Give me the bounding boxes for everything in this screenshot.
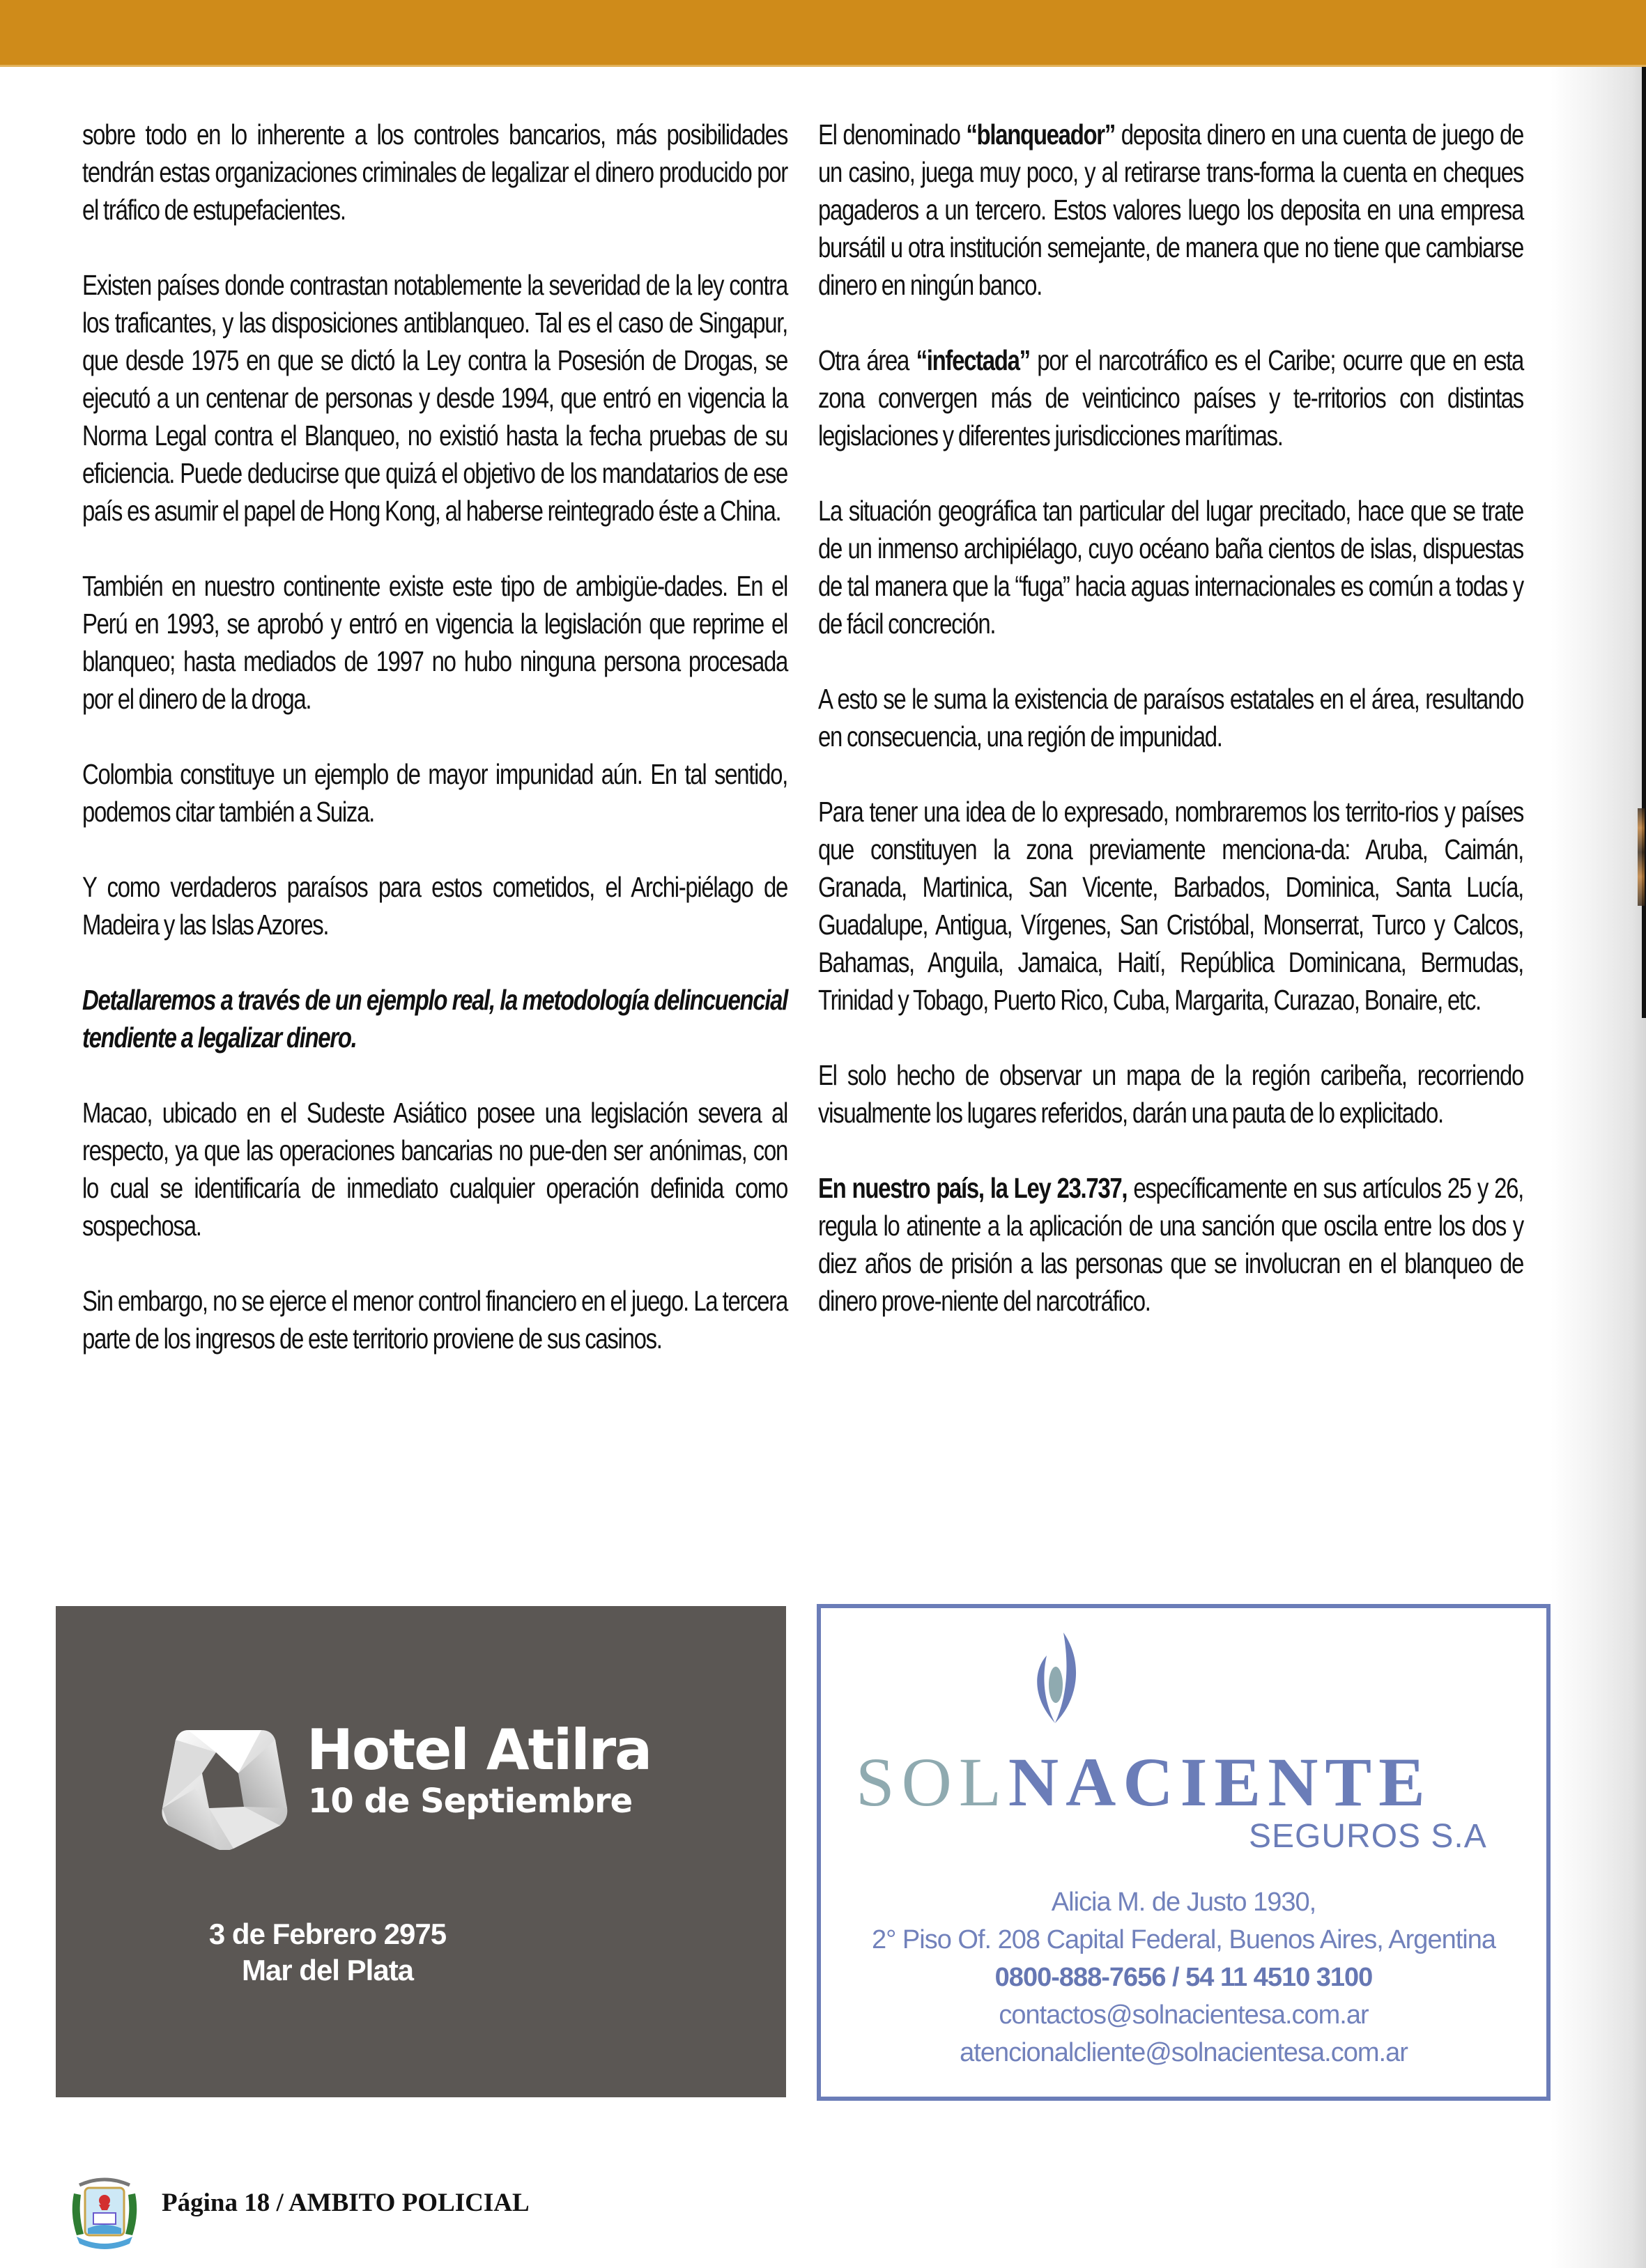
company-wordmark: SOLNACIENTE — [856, 1743, 1432, 1821]
bold-term: “infectada” — [916, 344, 1030, 376]
address-line2: 2° Piso Of. 208 Capital Federal, Buenos Aires, Argentina — [872, 1925, 1495, 1954]
hotel-name: Hotel Atilra — [307, 1718, 652, 1782]
hotel-subtitle: 10 de Septiembre — [308, 1782, 633, 1821]
hotel-address-line2: Mar del Plata — [241, 1954, 414, 1987]
pentagon-aperture-icon — [160, 1725, 289, 1850]
paragraph: Sin embargo, no se ejerce el menor control financiero en el juego. La tercera parte de los ingresos de este territorio proviene de sus casinos. — [82, 1285, 787, 1355]
top-color-bar — [0, 0, 1646, 65]
page-edge-shadow — [1551, 67, 1646, 2268]
emphasis-paragraph: Detallaremos a través de un ejemplo real, la metodología delincuencial tendiente a legalizar dinero. — [82, 984, 787, 1054]
paragraph: También en nuestro continente existe este tipo de ambigüe-dades. En el Perú en 1993, se aprobó y entró en vigencia la legislación que reprime el blanqueo; hasta mediados de 1997 no hubo ninguna persona procesada por el dinero de la droga. — [82, 570, 787, 715]
paragraph: A esto se le suma la existencia de paraísos estatales en el área, resultando en consecuencia, una región de impunidad. — [818, 683, 1523, 753]
hotel-advertisement — [56, 1606, 786, 2097]
flame-leaf-icon — [1027, 1629, 1083, 1727]
top-bar-edge — [0, 65, 1646, 67]
paragraph: sobre todo en lo inherente a los controles bancarios, más posibilidades tendrán estas organizaciones criminales de legalizar el dinero producido por el tráfico de estupefacientes. — [82, 118, 787, 226]
hotel-address — [56, 1916, 599, 1989]
bold-term: En nuestro país, la Ley 23.737, — [818, 1172, 1128, 1204]
insurance-advertisement — [817, 1604, 1551, 2101]
paragraph: El denominado “blanqueador” deposita dinero en una cuenta de juego de un casino, juega muy poco, y al retirarse trans-forma la cuenta en cheques pagaderos a un tercero. Estos valores luego los deposita en una empresa bursátil u otra institución semejante, de manera que no tiene que cambiarse dinero en ningún banco. — [818, 118, 1523, 301]
bold-term: “blanqueador” — [966, 118, 1115, 151]
email-link[interactable]: contactos@solnacientesa.com.ar — [999, 2000, 1369, 2030]
paragraph: Macao, ubicado en el Sudeste Asiático posee una legislación severa al respecto, ya que las operaciones bancarias no pue-den ser anónimas, con lo cual se identificaría de inmediato cualquier operación definida como sospechosa. — [82, 1097, 787, 1242]
paragraph: El solo hecho de observar un mapa de la región caribeña, recorriendo visualmente los lugares referidos, darán una pauta de lo explicitado. — [818, 1059, 1523, 1129]
paragraph: Existen países donde contrastan notablemente la severidad de la ley contra los traficantes, y las disposiciones antiblanqueo. Tal es el caso de Singapur, que desde 1975 en que se dictó la Ley contra la Posesión de Drogas, se ejecutó a un centenar de personas y desde 1994, que entró en vigencia la Norma Legal contra el Blanqueo, no existió hasta la fecha pruebas de su eficiencia. Puede deducirse que quizá el objetivo de los mandatarios de ese país es asumir el papel de Hong Kong, al haberse reintegrado éste a China. — [82, 269, 787, 527]
paragraph: La situación geográfica tan particular del lugar precitado, hace que se trate de un inmenso archipiélago, cuyo océano baña cientos de islas, dispuestas de tal manera que la “fuga” hacia aguas internacionales es común a todas y de fácil concreción. — [818, 495, 1523, 640]
page-footer-label: Página 18 / AMBITO POLICIAL — [162, 2189, 530, 2217]
company-tagline: SEGUROS S.A — [1249, 1818, 1487, 1855]
address-line1: Alicia M. de Justo 1930, — [1051, 1888, 1316, 1917]
paragraph: Otra área “infectada” por el narcotráfico es el Caribe; ocurre que en esta zona convergen más de veinticinco países y te-rritorios con distintas legislaciones y diferentes jurisdicciones marítimas. — [818, 344, 1523, 452]
email-link[interactable]: atencionalcliente@solnacientesa.com.ar — [960, 2038, 1408, 2067]
paragraph: En nuestro país, la Ley 23.737, específicamente en sus artículos 25 y 26, regula lo atinente a la aplicación de una sanción que oscila entre los dos y diez años de prisión a las personas que se involucran en el blanqueo de dinero prove-niente del narcotráfico. — [818, 1172, 1523, 1317]
paragraph: Y como verdaderos paraísos para estos cometidos, el Archi-piélago de Madeira y las Islas Azores. — [82, 871, 787, 941]
phone-numbers[interactable]: 0800-888-7656 / 54 11 4510 3100 — [994, 1963, 1373, 1992]
police-crest-icon — [67, 2173, 142, 2251]
contact-block — [821, 1883, 1546, 2072]
hotel-address-line1: 3 de Febrero 2975 — [208, 1918, 447, 1950]
article-left-column — [82, 116, 787, 1395]
article-right-column — [818, 116, 1523, 1357]
paragraph: Colombia constituye un ejemplo de mayor impunidad aún. En tal sentido, podemos citar también a Suiza. — [82, 758, 787, 828]
next-page-edge-detail — [1638, 808, 1645, 906]
paragraph: Para tener una idea de lo expresado, nombraremos los territo-rios y países que constituyen la zona previamente menciona-da: Aruba, Caimán, Granada, Martinica, San Vicente, Barbados, Dominica, Santa Lucía, Guadalupe, Antigua, Vírgenes, San Cristóbal, Monserrat, Turco y Calcos, Bahamas, Anguila, Jamaica, Haití, República Dominicana, Bermudas, Trinidad y Tobago, Puerto Rico, Cuba, Margarita, Curazao, Bonaire, etc. — [818, 796, 1523, 1016]
